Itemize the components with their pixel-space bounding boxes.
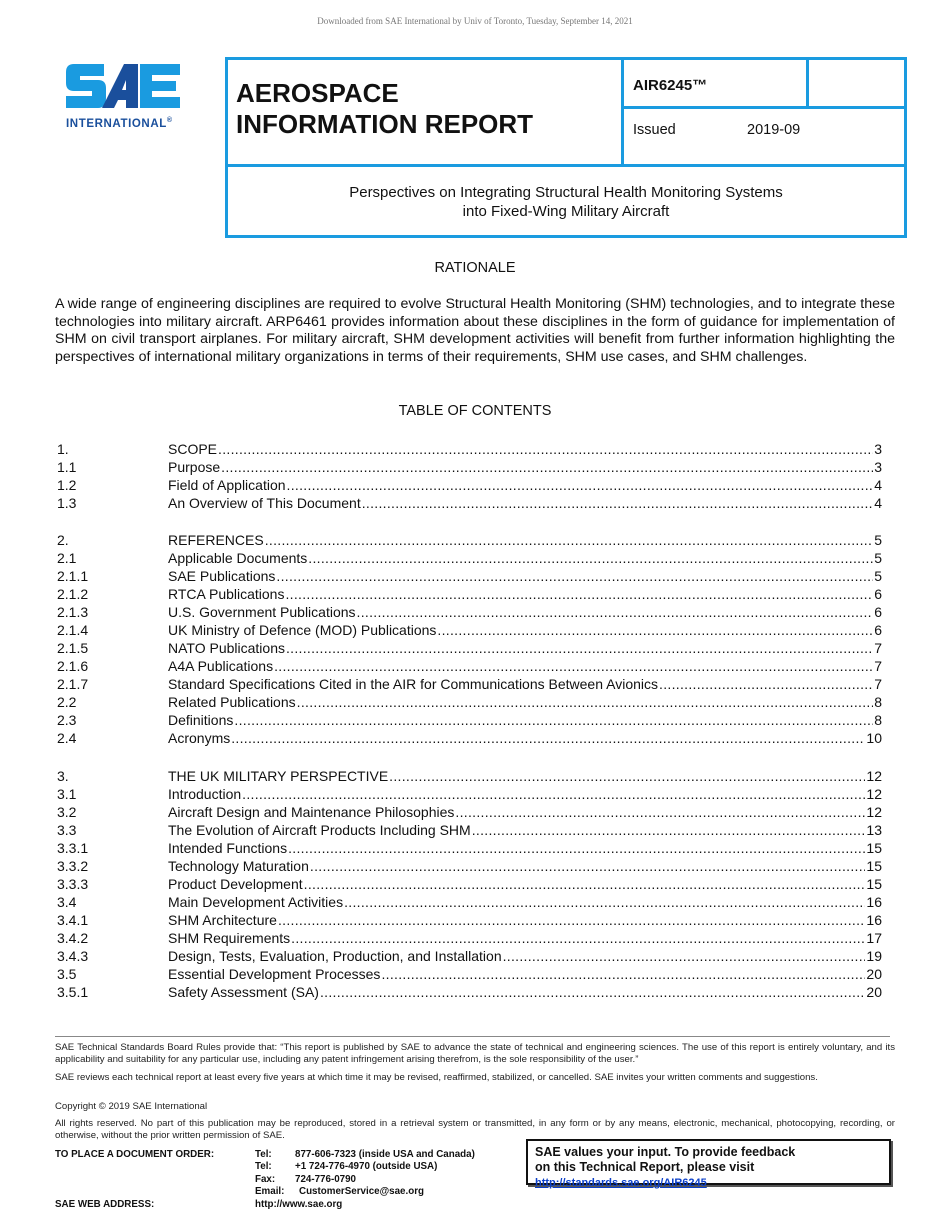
toc-section-title: REFERENCES	[168, 532, 264, 548]
subtitle-line-1: Perspectives on Integrating Structural Health Monitoring Systems	[349, 184, 783, 201]
contact-key: Tel:	[255, 1149, 272, 1160]
toc-section-title: SAE Publications	[168, 568, 276, 584]
toc-heading: TABLE OF CONTENTS	[398, 403, 552, 419]
toc-leader-dots	[288, 839, 865, 857]
toc-group-scope	[57, 440, 882, 512]
toc-leader-dots	[276, 567, 873, 585]
toc-section-number: 2.1.4	[57, 622, 89, 638]
toc-page-number: 3	[874, 459, 882, 475]
toc-section-title: The Evolution of Aircraft Products Including SHM	[168, 822, 471, 838]
toc-page-number: 12	[866, 786, 882, 802]
toc-section-number: 2.1.3	[57, 604, 89, 620]
toc-leader-dots	[357, 603, 874, 621]
toc-page-number: 10	[866, 730, 882, 746]
issued-date: 2019-09	[747, 122, 801, 138]
toc-section-number: 3.	[57, 768, 69, 784]
document-number: AIR6245™	[633, 77, 708, 94]
email-link[interactable]: CustomerService@sae.org	[299, 1186, 424, 1198]
toc-section-number: 3.3.1	[57, 840, 89, 856]
toc-page-number: 7	[874, 640, 882, 656]
toc-section-number: 3.3	[57, 822, 77, 838]
toc-entry[interactable]	[57, 785, 882, 803]
feedback-link[interactable]: http://standards.sae.org/AIR6245	[535, 1177, 707, 1189]
toc-entry[interactable]	[57, 857, 882, 875]
toc-leader-dots	[286, 639, 873, 657]
toc-section-title: Acronyms	[168, 730, 231, 746]
toc-section-number: 1.1	[57, 459, 77, 475]
copyright: Copyright © 2019 SAE International	[55, 1101, 208, 1112]
toc-entry[interactable]	[57, 839, 882, 857]
toc-leader-dots	[304, 875, 866, 893]
toc-page-number: 15	[866, 858, 882, 874]
toc-entry[interactable]	[57, 585, 882, 603]
toc-section-number: 2.1.6	[57, 658, 89, 674]
registered-mark: ®	[166, 117, 173, 124]
toc-section-title: Field of Application	[168, 477, 286, 493]
toc-section-title: An Overview of This Document	[168, 495, 361, 511]
toc-section-number: 3.3.2	[57, 858, 89, 874]
toc-entry[interactable]	[57, 947, 882, 965]
toc-section-number: 3.4.1	[57, 912, 89, 928]
toc-section-title: Technology Maturation	[168, 858, 309, 874]
download-note: Downloaded from SAE International by Univ of Toronto, Tuesday, September 14, 2021	[317, 16, 633, 26]
toc-entry[interactable]	[57, 693, 882, 711]
toc-entry[interactable]	[57, 729, 882, 747]
toc-section-number: 1.	[57, 441, 69, 457]
toc-section-title: Design, Tests, Evaluation, Production, and Installation	[168, 948, 502, 964]
toc-page-number: 5	[874, 532, 882, 548]
toc-page-number: 13	[866, 822, 882, 838]
toc-entry[interactable]	[57, 603, 882, 621]
toc-page-number: 16	[866, 894, 882, 910]
toc-leader-dots	[231, 729, 865, 747]
contact-key: Tel:	[255, 1161, 272, 1173]
toc-page-number: 20	[866, 984, 882, 1000]
toc-section-number: 2.2	[57, 694, 77, 710]
web-label: SAE WEB ADDRESS:	[55, 1198, 155, 1210]
toc-section-number: 2.3	[57, 712, 77, 728]
toc-page-number: 8	[874, 712, 882, 728]
title-line-1: AEROSPACE	[236, 78, 399, 108]
toc-entry[interactable]	[57, 965, 882, 983]
toc-leader-dots	[320, 983, 865, 1001]
toc-page-number: 7	[874, 676, 882, 692]
toc-page-number: 15	[866, 840, 882, 856]
toc-section-title: NATO Publications	[168, 640, 285, 656]
toc-group-uk-perspective	[57, 767, 882, 1001]
toc-section-number: 2.4	[57, 730, 77, 746]
toc-entry[interactable]	[57, 458, 882, 476]
toc-page-number: 20	[866, 966, 882, 982]
toc-entry[interactable]	[57, 875, 882, 893]
toc-section-title: Standard Specifications Cited in the AIR for Communications Between Avionics	[168, 676, 658, 692]
order-row	[55, 1174, 475, 1186]
order-row	[55, 1199, 475, 1211]
feedback-line-2: on this Technical Report, please visit	[535, 1160, 755, 1174]
toc-entry[interactable]	[57, 821, 882, 839]
toc-entry[interactable]	[57, 803, 882, 821]
toc-entry[interactable]	[57, 711, 882, 729]
toc-leader-dots	[221, 458, 873, 476]
toc-section-number: 2.	[57, 532, 69, 548]
toc-page-number: 3	[874, 441, 882, 457]
toc-section-number: 2.1.5	[57, 640, 89, 656]
toc-entry[interactable]	[57, 440, 882, 458]
rationale-heading: RATIONALE	[434, 260, 516, 276]
rationale-text: A wide range of engineering disciplines are required to evolve Structural Health Monitoring (SHM) technologies, and to integrate these technologies into military aircraft. ARP6461 provides information about these disciplines in the form of guidance for implementation of SHM on civil transport airplanes. For military aircraft, SHM development activities will benefit from further information highlighting the perspectives of international military organizations in terms of their requirements, SHM use cases, and SHM challenges.	[55, 296, 895, 365]
toc-section-number: 3.2	[57, 804, 77, 820]
toc-section-number: 3.5.1	[57, 984, 89, 1000]
contact-key: Email:	[255, 1186, 285, 1198]
toc-leader-dots	[218, 440, 873, 458]
toc-leader-dots	[242, 785, 865, 803]
toc-page-number: 6	[874, 622, 882, 638]
toc-entry[interactable]	[57, 567, 882, 585]
toc-leader-dots	[310, 857, 866, 875]
toc-section-number: 1.3	[57, 495, 77, 511]
toc-section-title: Essential Development Processes	[168, 966, 381, 982]
toc-section-number: 2.1.2	[57, 586, 89, 602]
toc-entry[interactable]	[57, 929, 882, 947]
toc-leader-dots	[362, 494, 873, 512]
toc-entry[interactable]	[57, 893, 882, 911]
order-row	[55, 1149, 475, 1161]
toc-section-number: 3.4.2	[57, 930, 89, 946]
toc-entry[interactable]	[57, 983, 882, 1001]
toc-section-number: 3.5	[57, 966, 77, 982]
document-type-title	[236, 78, 533, 140]
toc-section-title: Intended Functions	[168, 840, 288, 856]
toc-entry[interactable]	[57, 911, 882, 929]
toc-section-title: SCOPE	[168, 441, 218, 457]
toc-section-title: Safety Assessment (SA)	[168, 984, 319, 1000]
feedback-box	[526, 1139, 891, 1189]
toc-section-number: 1.2	[57, 477, 77, 493]
toc-leader-dots	[285, 585, 873, 603]
divider-title	[225, 164, 907, 167]
toc-page-number: 8	[874, 694, 882, 710]
order-row	[55, 1161, 475, 1173]
toc-page-number: 12	[866, 768, 882, 784]
toc-entry[interactable]	[57, 657, 882, 675]
toc-leader-dots	[437, 621, 873, 639]
feedback-line-1: SAE values your input. To provide feedback	[535, 1145, 796, 1159]
toc-leader-dots	[297, 693, 874, 711]
toc-section-title: SHM Requirements	[168, 930, 291, 946]
toc-group-references	[57, 531, 882, 747]
document-subtitle	[228, 183, 904, 221]
toc-section-title: Applicable Documents	[168, 550, 308, 566]
toc-entry[interactable]	[57, 621, 882, 639]
toc-leader-dots	[278, 911, 865, 929]
logo-wordmark	[66, 117, 173, 130]
toc-page-number: 4	[874, 495, 882, 511]
subtitle-line-2: into Fixed-Wing Military Aircraft	[462, 203, 670, 220]
divider-vertical	[621, 57, 624, 167]
contact-value: +1 724-776-4970 (outside USA)	[295, 1161, 438, 1173]
toc-section-title: Purpose	[168, 459, 221, 475]
toc-page-number: 19	[866, 948, 882, 964]
toc-page-number: 16	[866, 912, 882, 928]
toc-section-title: THE UK MILITARY PERSPECTIVE	[168, 768, 389, 784]
toc-page-number: 17	[866, 930, 882, 946]
toc-section-title: Product Development	[168, 876, 303, 892]
toc-leader-dots	[503, 947, 866, 965]
toc-section-number: 3.4	[57, 894, 77, 910]
toc-section-number: 2.1	[57, 550, 77, 566]
toc-page-number: 6	[874, 586, 882, 602]
toc-section-title: Aircraft Design and Maintenance Philosophies	[168, 804, 455, 820]
toc-entry[interactable]	[57, 767, 882, 785]
footer-rule	[55, 1036, 890, 1037]
toc-leader-dots	[344, 893, 865, 911]
toc-page-number: 6	[874, 604, 882, 620]
order-row	[55, 1186, 475, 1198]
web-address-link[interactable]: http://www.sae.org	[255, 1198, 343, 1210]
toc-section-number: 3.4.3	[57, 948, 89, 964]
toc-section-number: 3.3.3	[57, 876, 89, 892]
toc-page-number: 7	[874, 658, 882, 674]
toc-page-number: 5	[874, 568, 882, 584]
toc-leader-dots	[389, 767, 865, 785]
toc-section-number: 3.1	[57, 786, 77, 802]
toc-leader-dots	[308, 549, 873, 567]
toc-leader-dots	[455, 803, 865, 821]
standards-rules-text: SAE Technical Standards Board Rules provide that: “This report is published by SAE to advance the state of technical and engineering sciences. The use of this report is entirely voluntary, and its applicability and suitability for any particular use, including any patent infringement arising therefrom, is the sole responsibility of the user.”	[55, 1042, 895, 1065]
toc-leader-dots	[234, 711, 873, 729]
toc-section-title: A4A Publications	[168, 658, 274, 674]
divider-docno	[621, 106, 907, 109]
toc-section-title: Definitions	[168, 712, 234, 728]
toc-section-number: 2.1.7	[57, 676, 89, 692]
review-text: SAE reviews each technical report at least every five years at which time it may be revised, reaffirmed, stabilized, or cancelled. SAE invites your written comments and suggestions.	[55, 1072, 818, 1083]
divider-small-cell	[806, 57, 809, 108]
toc-page-number: 5	[874, 550, 882, 566]
toc-entry[interactable]	[57, 531, 882, 549]
toc-page-number: 15	[866, 876, 882, 892]
toc-entry[interactable]	[57, 494, 882, 512]
contact-key: Fax:	[255, 1173, 276, 1185]
toc-section-title: Main Development Activities	[168, 894, 344, 910]
toc-section-title: U.S. Government Publications	[168, 604, 356, 620]
toc-leader-dots	[274, 657, 873, 675]
toc-entry[interactable]	[57, 639, 882, 657]
toc-page-number: 12	[866, 804, 882, 820]
toc-entry[interactable]	[57, 549, 882, 567]
logo-word: INTERNATIONAL	[66, 117, 167, 130]
toc-section-title: Introduction	[168, 786, 242, 802]
toc-leader-dots	[659, 675, 873, 693]
toc-entry[interactable]	[57, 675, 882, 693]
issued-label: Issued	[633, 122, 676, 138]
contact-value: 877-606-7323 (inside USA and Canada)	[295, 1149, 475, 1160]
toc-leader-dots	[291, 929, 865, 947]
toc-entry[interactable]	[57, 476, 882, 494]
toc-section-title: UK Ministry of Defence (MOD) Publications	[168, 622, 437, 638]
toc-section-title: Related Publications	[168, 694, 296, 710]
order-info	[55, 1149, 475, 1211]
toc-section-title: SHM Architecture	[168, 912, 277, 928]
toc-page-number: 4	[874, 477, 882, 493]
title-line-2: INFORMATION REPORT	[236, 109, 534, 139]
order-label: TO PLACE A DOCUMENT ORDER:	[55, 1149, 215, 1160]
toc-leader-dots	[287, 476, 874, 494]
toc-leader-dots	[381, 965, 865, 983]
rights-text: All rights reserved. No part of this publication may be reproduced, stored in a retrieval system or transmitted, in any form or by any means, electronic, mechanical, photocopying, recording, or otherwise, without the prior written permission of SAE.	[55, 1118, 895, 1141]
toc-section-number: 2.1.1	[57, 568, 89, 584]
toc-section-title: RTCA Publications	[168, 586, 285, 602]
toc-leader-dots	[472, 821, 866, 839]
toc-leader-dots	[265, 531, 874, 549]
contact-value: 724-776-0790	[295, 1173, 357, 1185]
